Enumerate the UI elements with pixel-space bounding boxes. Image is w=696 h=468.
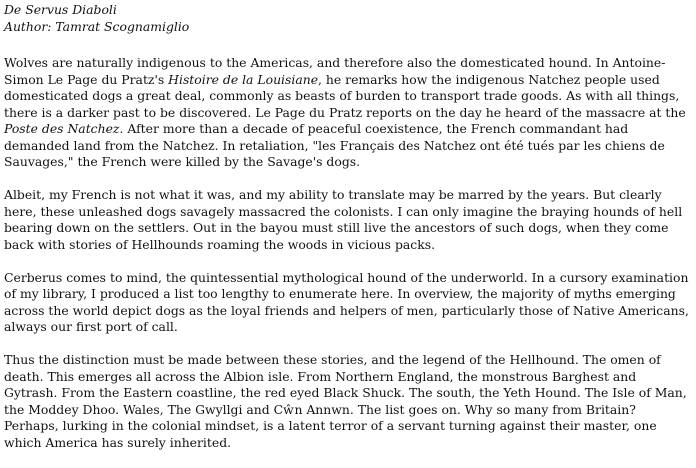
document-page: [4, 2, 692, 468]
place-name-poste: Poste des Natchez: [4, 121, 120, 136]
paragraph-2: Albeit, my French is not what it was, and my ability to translate may be marred by the years. But clearly here, these unleashed dogs savagely massacred the colonists. I can only imagine the braying hounds of hell bearing down on the settlers. Out in the bayou must still live the ancestors of such dogs, when they come back with stories of Hellhounds roaming the woods in vicious packs.: [4, 187, 683, 252]
paragraph-1-part-c: , he remarks how the indigenous Natchez people used domesticated dogs a great deal, commonly as beasts of burden to transport trade goods. As with all things, there is a darker past to be discovered. Le Page du Pratz reports on the day he heard of the massacre at the: [4, 71, 686, 120]
paragraph-1-part-a: Wolves are naturally indigenous to the Americas, and therefore also the domesticated hound. In Antoine-Simon Le Page du Pratz's: [4, 55, 666, 87]
document-title: De Servus Diaboli: [4, 2, 117, 17]
paragraph-3: Cerberus comes to mind, the quintessential mythological hound of the underworld. In a cursory examination of my library, I produced a list too lengthy to enumerate here. In overview, the majority of myths emerging across the world depict dogs as the loyal friends and helpers of men, particularly those of Native Americans, always our first port of call.: [4, 269, 689, 334]
book-title-histoire: Histoire de la Louisiane: [168, 71, 319, 87]
document-author: Author: Tamrat Scognamiglio: [4, 18, 190, 34]
document-body: [4, 55, 692, 451]
paragraph-4: Thus the distinction must be made between these stories, and the legend of the Hellhound. The omen of death. This emerges all across the Albion isle. From Northern England, the monstrous Barghest and Gytrash. From the Eastern coastline, the red eyed Black Shuck. The south, the Yeth Hound. The Isle of Man, the Moddey Dhoo. Wales, The Gwyllgi and Cŵn Annwn. The list goes on. Why so many from Britain? Perhaps, lurking in the colonial mindset, is a latent terror of a servant turning against their master, one which America has surely inherited.: [4, 352, 687, 450]
paragraph-1-part-e: . After more than a decade of peaceful coexistence, the French commandant had demanded land from the Natchez. In retaliation, "les Français des Natchez ont été tués par les chiens de Sauvages," the French were killed by the Savage's dogs.: [4, 121, 665, 169]
paragraph-1: [4, 55, 692, 171]
document-header: [4, 2, 692, 35]
